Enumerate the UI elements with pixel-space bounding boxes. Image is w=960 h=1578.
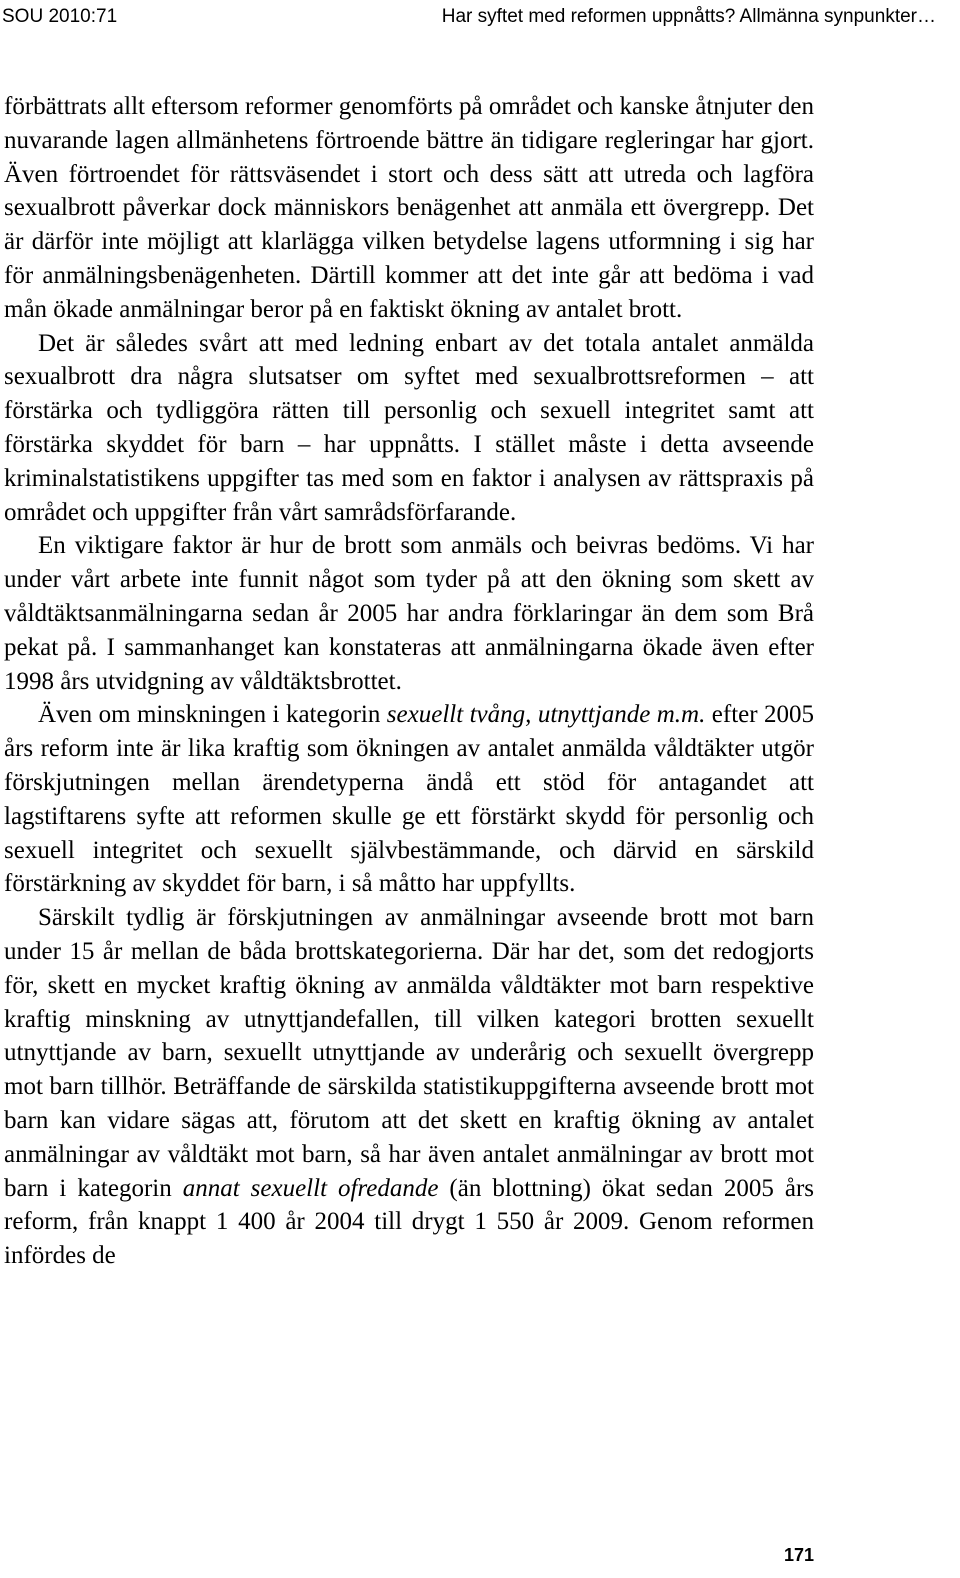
running-header <box>0 4 936 30</box>
category-term-coercion: sexuellt tvång, utnyttjande m.m. <box>386 701 706 729</box>
paragraph-2: Det är således svårt att med ledning enbart av det totala antalet anmälda sexualbrott dra några slutsatser om syftet med sexualbrottsreformen – att förstärka och tydliggöra rätten till personlig och sexuell integritet samt att förstärka skyddet för barn – har uppnåtts. I stället måste i detta avseende kriminalstatistikens uppgifter tas med som en faktor i analysen av rättspraxis på området och uppgifter från vårt samrådsförfarande. <box>4 329 814 526</box>
paragraph-4-text-end: efter 2005 års reform inte är lika kraftig som ökningen av antalet anmälda våldtäkter utgör förskjutningen mellan ärendetyperna ändå ett stöd för antagandet att lagstiftarens syfte att reformen skulle ge ett förstärkt skydd för personlig och sexuell integritet och sexuellt självbestämmande, och därvid en särskild förstärkning av skyddet för barn, i så måtto har uppfyllts. <box>4 701 815 898</box>
paragraph-5-text-end: (än blottning) ökat sedan 2005 års reform, från knappt 1 400 år 2004 till drygt 1 550 år 2009. Genom reformen infördes de <box>4 1174 814 1270</box>
page-number: 171 <box>783 1545 814 1565</box>
paragraph-1: förbättrats allt eftersom reformer genomförts på området och kanske åtnjuter den nuvarande lagen allmänhetens förtroende bättre än tidigare regleringar har gjort. Även förtroendet för rättsväsendet i stort och dess sätt att utreda och lagföra sexualbrott påverkar dock människors benägenhet att anmäla ett övergrepp. Det är därför inte möjligt att klarlägga vilken betydelse lagens utformning i sig har för anmälningsbenägenheten. Därtill kommer att det inte går att bedöma i vad mån ökade anmälningar beror på en faktiskt ökning av antalet brott. <box>4 93 814 323</box>
category-term-harassment: annat sexuellt ofredande <box>182 1174 439 1202</box>
paragraph-4 <box>4 698 814 901</box>
chapter-title: Har syftet med reformen uppnåtts? Allmänna synpunkter… <box>441 6 936 27</box>
report-id: SOU 2010:71 <box>2 6 118 27</box>
paragraph-5-text-start: Särskilt tydlig är förskjutningen av anmälningar avseende brott mot barn under 15 år mellan de båda brottskategorierna. Där har det, som det redogjorts för, skett en mycket kraftig ökning av anmälda våldtäkter mot barn respektive kraftig minskning av utnyttjandefallen, till vilken kategori brotten sexuellt utnyttjande av barn, sexuellt utnyttjande av underårig och sexuellt övergrepp mot barn tillhör. Beträffande de särskilda statistikuppgifterna avseende brott mot barn kan vidare sägas att, förutom att det skett en kraftig ökning av antalet anmälningar av våldtäkt mot barn, så har även antalet anmälningar av brott mot barn i kategorin <box>4 904 814 1202</box>
paragraph-4-text-start: Även om minskningen i kategorin <box>38 701 387 729</box>
body-text <box>4 90 814 1273</box>
paragraph-5 <box>4 901 814 1273</box>
paragraph-3: En viktigare faktor är hur de brott som anmäls och beivras bedöms. Vi har under vårt arbete inte funnit något som tyder på att den ökning som skett av våldtäktsanmälningarna sedan år 2005 har andra förklaringar än dem som Brå pekat på. I sammanhanget kan konstateras att anmälningarna ökade även efter 1998 års utvidgning av våldtäktsbrottet. <box>4 532 814 695</box>
